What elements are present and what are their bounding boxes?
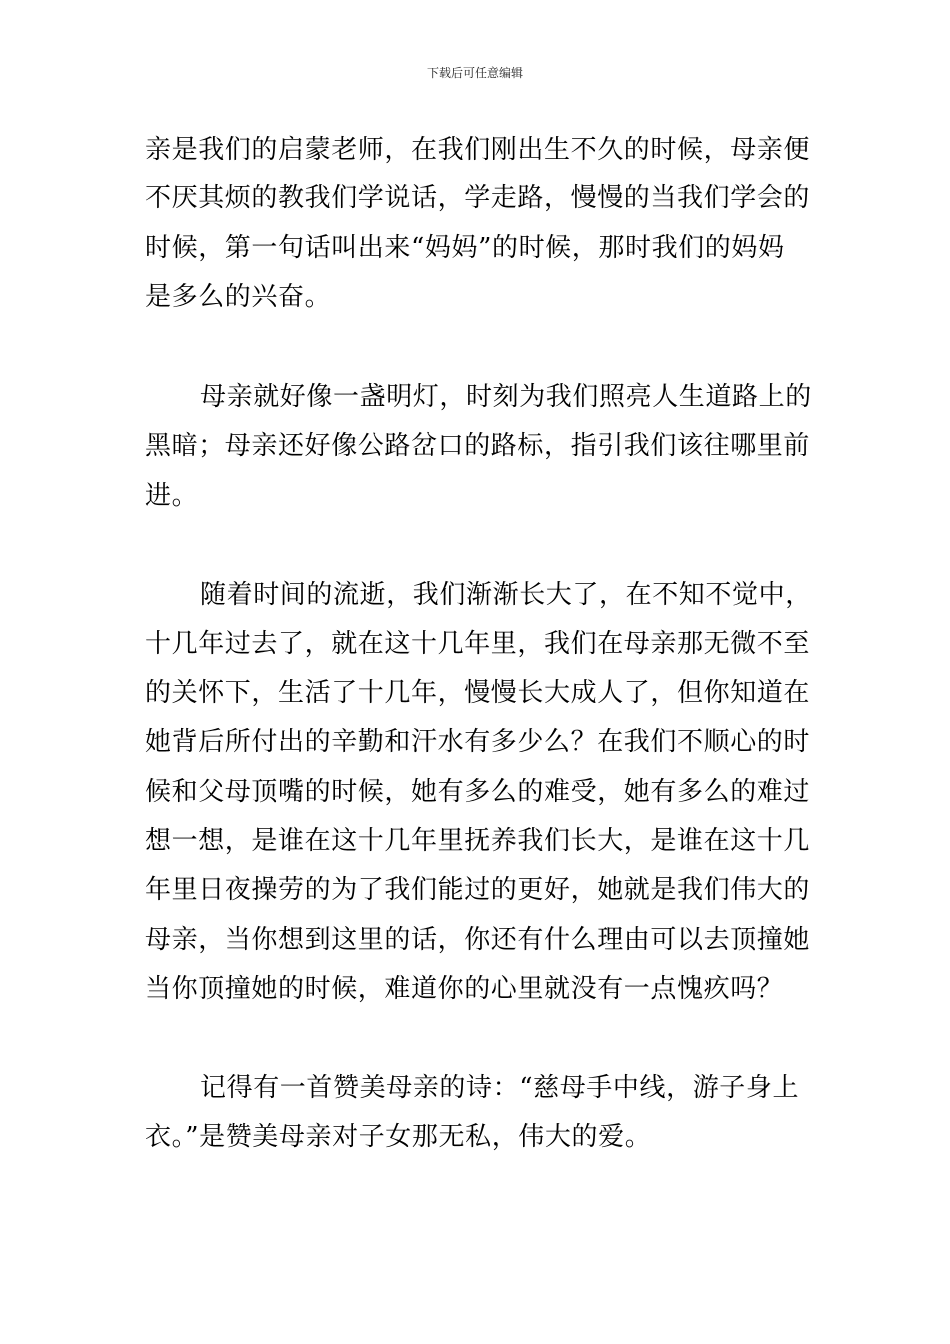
page-header: 下载后可任意编辑 xyxy=(426,66,523,80)
paragraph-4-line-1: 记得有一首赞美母亲的诗：“慈母手中线，游子身上 xyxy=(200,1073,800,1103)
paragraph-3-line-2: 十几年过去了，就在这十几年里，我们在母亲那无微不至 xyxy=(145,629,811,659)
paragraph-3-line-3: 的关怀下，生活了十几年，慢慢长大成人了，但你知道在 xyxy=(145,678,811,708)
paragraph-1-line-2: 不厌其烦的教我们学说话，学走路，慢慢的当我们学会的 xyxy=(145,183,811,213)
paragraph-2-line-3: 进。 xyxy=(145,481,199,511)
paragraph-3-line-5: 候和父母顶嘴的时候，她有多么的难受，她有多么的难过 xyxy=(145,777,811,807)
paragraph-3-line-8: 母亲，当你想到这里的话，你还有什么理由可以去顶撞她 xyxy=(145,925,811,955)
paragraph-1-line-3: 时候，第一句话叫出来“妈妈”的时候，那时我们的妈妈 xyxy=(145,233,785,263)
paragraph-4-line-2: 衣。”是赞美母亲对子女那无私，伟大的爱。 xyxy=(145,1122,652,1152)
paragraph-1-line-4: 是多么的兴奋。 xyxy=(145,282,332,312)
paragraph-3-line-4: 她背后所付出的辛勤和汗水有多少么？在我们不顺心的时 xyxy=(145,727,811,757)
paragraph-3-line-1: 随着时间的流逝，我们渐渐长大了，在不知不觉中， xyxy=(200,580,812,610)
paragraph-3-line-9: 当你顶撞她的时候，难道你的心里就没有一点愧疚吗？ xyxy=(145,974,784,1004)
paragraph-3-line-7: 年里日夜操劳的为了我们能过的更好，她就是我们伟大的 xyxy=(145,875,811,905)
paragraph-2-line-1: 母亲就好像一盏明灯，时刻为我们照亮人生道路上的 xyxy=(200,382,812,412)
paragraph-1-line-1: 亲是我们的启蒙老师，在我们刚出生不久的时候，母亲便 xyxy=(145,135,811,165)
paragraph-3-line-6: 想一想，是谁在这十几年里抚养我们长大，是谁在这十几 xyxy=(145,826,811,856)
paragraph-2-line-2: 黑暗；母亲还好像公路岔口的路标，指引我们该往哪里前 xyxy=(145,431,811,461)
